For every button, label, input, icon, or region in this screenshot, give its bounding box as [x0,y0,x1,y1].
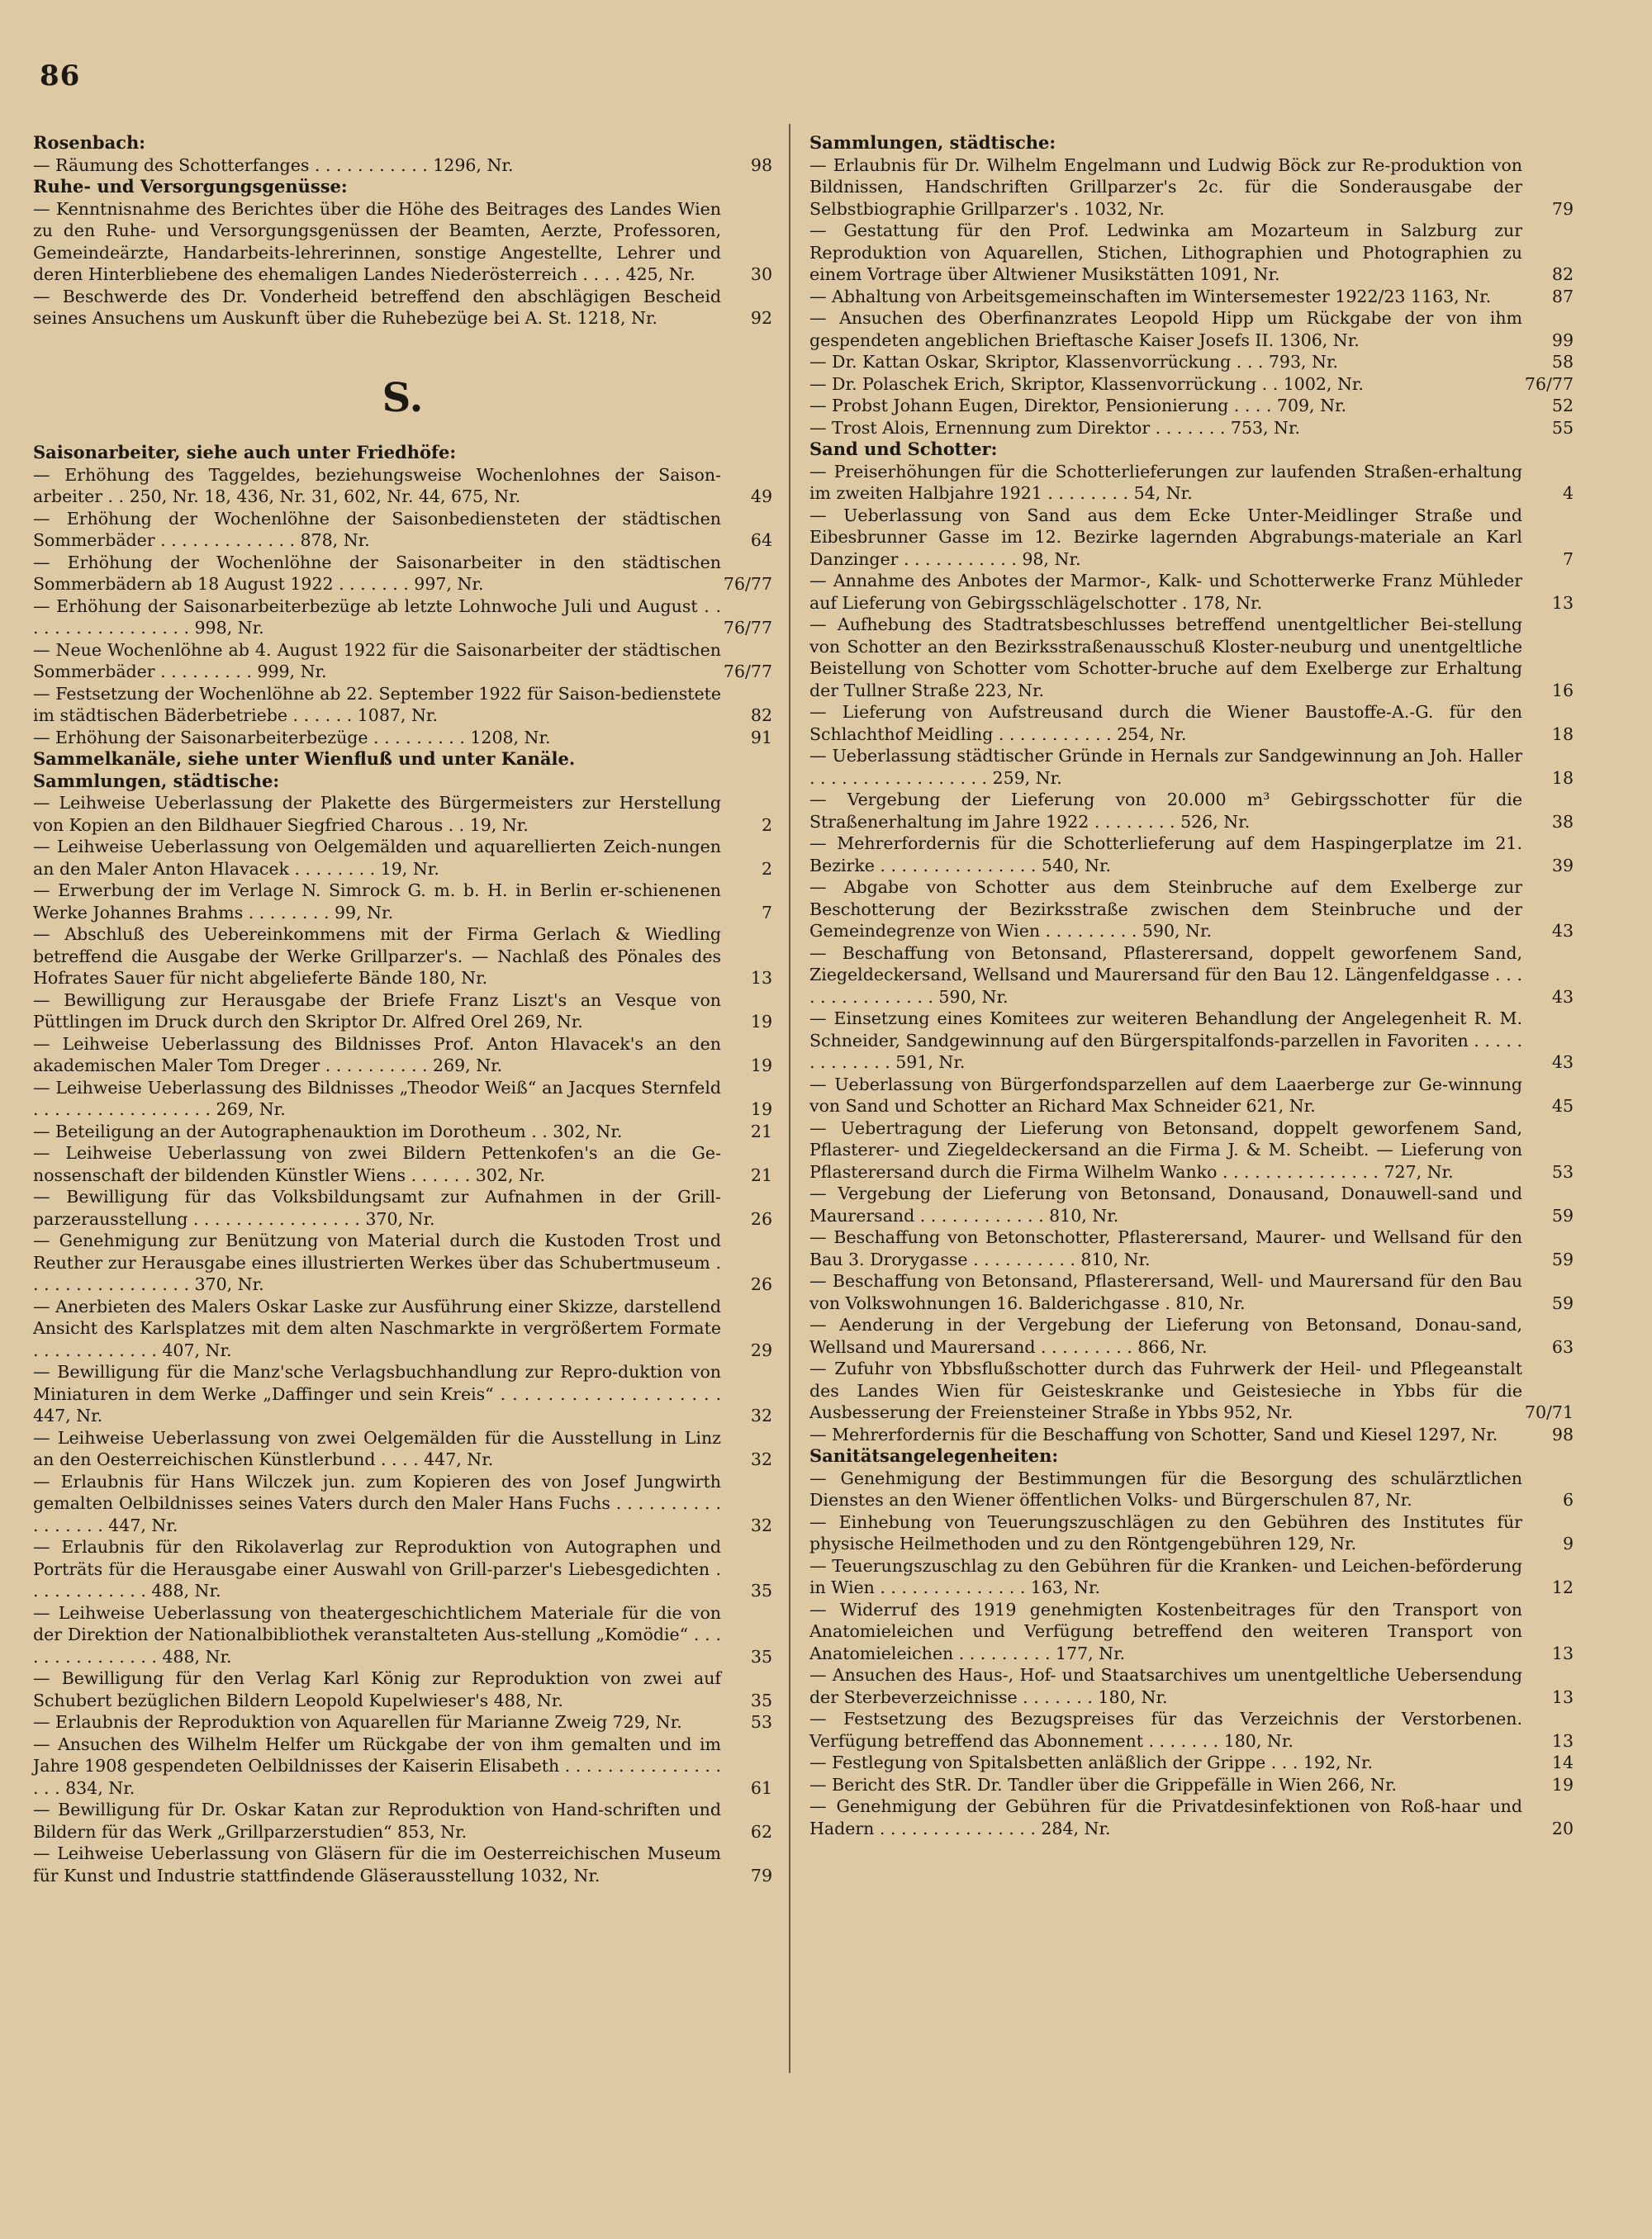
index-entry [809,1226,1574,1270]
index-entry [809,1074,1574,1117]
entry-text: — Trost Alois, Ernennung zum Direktor . . . . . . . 753, Nr. [809,417,1301,438]
entry-issue-number: 9 [1562,1534,1574,1554]
index-entry [33,1361,772,1427]
index-entry [33,464,772,508]
entry-text: — Ansuchen des Wilhelm Helfer um Rückgabe der von ihm gemalten und im Jahre 1908 gespendeten Oelbildnisses der Kaiserin Elisabeth . . . . . . . . . . . . . . . . . . 834, Nr. [33,1734,721,1798]
index-entry [809,1468,1574,1511]
entry-issue-number: 29 [750,1340,772,1360]
entry-text: — Aenderung in der Vergebung der Lieferung von Betonsand, Donau-sand, Wellsand und Maurersand . . . . . . . . . 866, Nr. [809,1315,1522,1357]
index-entry [809,1774,1574,1796]
entry-text: — Festsetzung des Bezugspreises für das Verzeichnis der Verstorbenen. Verfügung betreffend das Abonnement . . . . . . . 180, Nr. [809,1709,1522,1751]
index-entry [809,1424,1574,1446]
section-letter: S. [382,374,424,421]
entry-text: — Einsetzung eines Komitees zur weiteren Behandlung der Angelegenheit R. M. Schneider, Sandgewinnung auf den Bürgerspitalfonds-parzellen in Favoriten . . . . . . . . . . . . . 591, Nr. [809,1008,1522,1072]
index-entry [809,461,1574,505]
index-entry [809,1314,1574,1358]
entry-text: — Teuerungszuschlag zu den Gebühren für die Kranken- und Leichen-beförderung in Wien . . . . . . . . . . . . . . 163, Nr. [809,1555,1522,1597]
entry-text: — Erlaubnis für Hans Wilczek jun. zum Kopieren des von Josef Jungwirth gemalten Oelbildnisses seines Vaters durch den Maler Hans Fuchs . . . . . . . . . . . . . . . . . 447, Nr. [33,1471,721,1535]
index-entry [809,351,1574,373]
index-entry [809,1511,1574,1555]
entry-issue-number: 13 [750,968,772,988]
index-entry [33,1230,772,1296]
entry-issue-number: 39 [1551,855,1574,875]
entry-text: — Genehmigung der Bestimmungen für die Besorgung des schulärztlichen Dienstes an den Wiener öffentlichen Volks- und Bürgerschulen 87, Nr. [809,1468,1522,1510]
entry-text: — Erhöhung des Taggeldes, beziehungsweise Wochenlohnes der Saison-arbeiter . . 250, Nr. 18, 436, Nr. 31, 602, Nr. 44, 675, Nr. [33,464,721,506]
entry-issue-number: 76/77 [1524,373,1574,394]
index-entry [809,833,1574,876]
index-entry [809,570,1574,614]
entry-issue-number: 79 [1551,198,1574,219]
index-entry [33,198,772,286]
index-entry [33,1536,772,1602]
index-entry [33,1602,772,1668]
entry-issue-number: 13 [1551,1730,1574,1751]
entry-issue-number: 76/77 [723,618,772,638]
entry-text: — Dr. Polaschek Erich, Skriptor, Klassenvorrückung . . 1002, Nr. [809,373,1364,394]
entry-issue-number: 98 [1551,1424,1574,1444]
entry-text: — Bewilligung zur Herausgabe der Briefe Franz Liszt's an Vesque von Püttlingen im Druck durch den Skriptor Dr. Alfred Orel 269, Nr. [33,989,721,1032]
index-entry [809,286,1574,308]
section-header: Sammelkanäle, siehe unter Wienfluß und unter Kanäle. [33,748,576,769]
entry-issue-number: 79 [750,1865,772,1886]
index-entry [33,1843,772,1886]
entry-issue-number: 45 [1551,1096,1574,1116]
entry-issue-number: 26 [750,1208,772,1229]
entry-issue-number: 30 [750,264,772,284]
index-entry [33,508,772,552]
index-entry [33,836,772,880]
entry-issue-number: 6 [1562,1490,1574,1510]
entry-text: — Erlaubnis für Dr. Wilhelm Engelmann und Ludwig Böck zur Re-produktion von Bildnissen, Handschriften Grillparzer's 2c. für die Sonderausgabe der Selbstbiographie Grillparzer's . 1032, Nr. [809,154,1522,219]
entry-issue-number: 14 [1551,1753,1574,1772]
entry-issue-number: 35 [750,1646,772,1667]
entry-issue-number: 91 [750,727,772,747]
entry-text: — Erlaubnis der Reproduktion von Aquarellen für Marianne Zweig 729, Nr. [33,1712,682,1732]
index-entry [33,1121,772,1143]
entry-issue-number: 92 [750,308,772,328]
section-header: Saisonarbeiter, siehe auch unter Friedhöfe: [33,442,457,463]
left-column [33,132,772,1886]
index-entry [809,614,1574,701]
index-entry [809,1183,1574,1226]
index-entry [809,745,1574,789]
index-entry [809,876,1574,942]
entry-text: — Leihweise Ueberlassung von Gläsern für die im Oesterreichischen Museum für Kunst und Industrie stattfindende Gläserausstellung 1032, Nr. [33,1843,721,1886]
entry-text: — Beschwerde des Dr. Vonderheid betreffend den abschlägigen Bescheid seines Ansuchens um Auskunft über die Ruhebezüge bei A. St. 1218, Nr. [33,286,721,328]
entry-issue-number: 59 [1551,1249,1574,1269]
entry-text: — Uebertragung der Lieferung von Betonsand, doppelt geworfenem Sand, Pflasterer- und Ziegeldeckersand an die Firma J. & M. Scheibt. — Lieferung von Pflasterersand durch die Firma Wilhelm Wanko . . . . . . . . . . . . . . . 727, Nr. [809,1117,1522,1182]
entry-text: — Ansuchen des Haus-, Hof- und Staatsarchives um unentgeltliche Uebersendung der Sterbeverzeichnisse . . . . . . . 180, Nr. [809,1665,1522,1707]
entry-text: — Neue Wochenlöhne ab 4. August 1922 für die Saisonarbeiter der städtischen Sommerbäder . . . . . . . . . 999, Nr. [33,639,721,681]
entry-text: — Lieferung von Aufstreusand durch die Wiener Baustoffe-A.-G. für den Schlachthof Meidling . . . . . . . . . . . 254, Nr. [809,702,1522,744]
index-entry [33,1427,772,1471]
index-entry [809,701,1574,745]
index-entry [809,1752,1574,1774]
entry-issue-number: 99 [1551,330,1574,350]
entry-issue-number: 19 [1551,1774,1574,1795]
entry-issue-number: 13 [1551,592,1574,613]
entry-text: — Preiserhöhungen für die Schotterlieferungen zur laufenden Straßen-erhaltung im zweiten Halbjahre 1921 . . . . . . . . 54, Nr. [809,461,1522,503]
entry-text: — Leihweise Ueberlassung von Oelgemälden und aquarellierten Zeich-nungen an den Maler Anton Hlavacek . . . . . . . . 19, Nr. [33,837,721,879]
index-entry [809,1708,1574,1752]
entry-issue-number: 43 [1551,921,1574,941]
entry-text: — Anerbieten des Malers Oskar Laske zur Ausführung einer Skizze, darstellend Ansicht des Karlsplatzes mit dem alten Naschmarkte in vergrößertem Formate . . . . . . . . . . . . 407, Nr. [33,1296,721,1360]
entry-issue-number: 19 [750,1099,772,1119]
entry-text: — Einhebung von Teuerungszuschlägen zu den Gebühren des Institutes für physische Heilmethoden und zu den Röntgengebühren 129, Nr. [809,1511,1522,1554]
right-column [809,132,1574,1839]
entry-issue-number: 82 [750,705,772,725]
entry-text: — Ueberlassung von Sand aus dem Ecke Unter-Meidlinger Straße und Eibesbrunner Gasse im 12. Bezirke lagernden Abgrabungs-materiale an Karl Danzinger . . . . . . . . . . . 98, Nr. [809,505,1522,569]
section-header: Sammlungen, städtische: [809,132,1056,153]
entry-issue-number: 63 [1551,1336,1574,1357]
index-entry [33,154,772,177]
index-entry [809,789,1574,833]
index-entry [33,792,772,836]
entry-issue-number: 59 [1551,1205,1574,1226]
entry-text: — Bewilligung für das Volksbildungsamt zur Aufnahmen in der Grill-parzerausstellung . . . . . . . . . . . . . . . . 370, Nr. [33,1187,721,1229]
index-entry [33,880,772,923]
entry-issue-number: 19 [750,1055,772,1075]
entry-text: — Widerruf des 1919 genehmigten Kostenbeitrages für den Transport von Anatomieleichen und Verfügung betreffend den weiteren Transport von Anatomieleichen . . . . . . . . . 177, Nr. [809,1599,1522,1663]
entry-issue-number: 35 [750,1581,772,1601]
entry-issue-number: 58 [1551,352,1574,372]
entry-issue-number: 7 [1562,548,1574,569]
entry-issue-number: 59 [1551,1293,1574,1313]
entry-text: — Beschaffung von Betonsand, Pflasterersand, Well- und Maurersand für den Bau von Volkswohnungen 16. Balderichgasse . 810, Nr. [809,1271,1522,1313]
entry-issue-number: 52 [1551,396,1574,415]
index-entry [809,417,1574,439]
entry-issue-number: 7 [761,902,772,923]
entry-issue-number: 13 [1551,1643,1574,1663]
index-entry [33,1077,772,1121]
entry-text: — Festsetzung der Wochenlöhne ab 22. September 1922 für Saison-bedienstete im städtischen Bäderbetriebe . . . . . . 1087, Nr. [33,683,721,725]
index-entry [33,1033,772,1077]
entry-text: — Mehrerfordernis für die Schotterlieferung auf dem Haspingerplatze im 21. Bezirke . . . . . . . . . . . . . . . 540, Nr. [809,833,1522,875]
entry-text: — Dr. Kattan Oskar, Skriptor, Klassenvorrückung . . . 793, Nr. [809,352,1339,372]
entry-issue-number: 87 [1551,286,1574,306]
index-entry [809,395,1574,417]
entry-text: — Abschluß des Uebereinkommens mit der Firma Gerlach & Wiedling betreffend die Ausgabe der Werke Grillparzer's. — Nachlaß des Pönales des Hofrates Sauer für nicht abgelieferte Bände 180, Nr. [33,924,721,988]
index-entry [33,552,772,595]
entry-text: — Ueberlassung städtischer Gründe in Hernals zur Sandgewinnung an Joh. Haller . . . . . . . . . . . . . . . . . 259, Nr. [809,746,1522,788]
entry-issue-number: 26 [750,1274,772,1294]
entry-issue-number: 20 [1551,1818,1574,1838]
index-entry [809,1358,1574,1424]
entry-text: — Beschaffung von Betonschotter, Pflasterersand, Maurer- und Wellsand für den Bau 3. Drorygasse . . . . . . . . . . 810, Nr. [809,1227,1522,1269]
index-entry [809,220,1574,286]
entry-issue-number: 18 [1551,767,1574,788]
index-entry [33,1186,772,1230]
entry-issue-number: 43 [1551,986,1574,1007]
entry-issue-number: 16 [1551,680,1574,700]
entry-issue-number: 32 [750,1515,772,1535]
entry-text: — Erhöhung der Wochenlöhne der Saisonbediensteten der städtischen Sommerbäder . . . . . . . . . . . . . 878, Nr. [33,508,721,550]
entry-text: — Mehrerfordernis für die Beschaffung von Schotter, Sand und Kiesel 1297, Nr. [809,1424,1498,1444]
entry-text: — Bewilligung für die Manz'sche Verlagsbuchhandlung zur Repro-duktion von Miniaturen in dem Werke „Daffinger und sein Kreis“ . . . . . . . . . . . . . . . . . . . 447, Nr. [33,1362,721,1425]
entry-text: — Leihweise Ueberlassung des Bildnisses „Theodor Weiß“ an Jacques Sternfeld . . . . . . . . . . . . . . . . . 269, Nr. [33,1077,721,1119]
entry-text: — Ueberlassung von Bürgerfondsparzellen auf dem Laaerberge zur Ge-winnung von Sand und Schotter an Richard Max Schneider 621, Nr. [809,1074,1522,1116]
index-entry [33,1667,772,1711]
entry-text: — Beteiligung an der Autographenauktion im Dorotheum . . 302, Nr. [33,1121,623,1141]
entry-issue-number: 32 [750,1449,772,1469]
entry-text: — Ansuchen des Oberfinanzrates Leopold Hipp um Rückgabe der von ihm gespendeten angeblichen Brieftasche Kaiser Josefs II. 1306, Nr. [809,308,1522,350]
index-entry [809,1117,1574,1184]
entry-text: — Erhöhung der Saisonarbeiterbezüge . . . . . . . . . 1208, Nr. [33,727,551,747]
entry-text: — Genehmigung zur Benützung von Material durch die Kustoden Trost und Reuther zur Herausgabe eines illustrierten Werkes über das Schubertmuseum . . . . . . . . . . . . . . . . 370, Nr. [33,1231,721,1294]
index-entry [33,683,772,727]
entry-text: — Leihweise Ueberlassung der Plakette des Bürgermeisters zur Herstellung von Kopien an den Bildhauer Siegfried Charous . . 19, Nr. [33,793,721,835]
index-entry [809,1270,1574,1314]
entry-text: — Erlaubnis für den Rikolaverlag zur Reproduktion von Autographen und Porträts für die Herausgabe einer Auswahl von Grill-parzer's Liebesgedichten . . . . . . . . . . . . 488, Nr. [33,1537,721,1601]
index-entry [809,373,1574,396]
entry-issue-number: 32 [750,1406,772,1425]
section-header: Ruhe- und Versorgungsgenüsse: [33,176,348,197]
entry-issue-number: 76/77 [723,574,772,594]
entry-text: — Leihweise Ueberlassung von theatergeschichtlichem Materiale für die von der Direktion der Nationalbibliothek veranstalteten Aus-stellung „Komödie“ . . . . . . . . . . . . . . . 488, Nr. [33,1602,721,1667]
entry-text: — Erhöhung der Saisonarbeiterbezüge ab letzte Lohnwoche Juli und August . . . . . . . . . . . . . . . . . 998, Nr. [33,595,721,638]
entry-text: — Genehmigung der Gebühren für die Privatdesinfektionen von Roß-haar und Hadern . . . . . . . . . . . . . . . 284, Nr. [809,1796,1522,1838]
entry-text: — Gestattung für den Prof. Ledwinka am Mozarteum in Salzburg zur Reproduktion von Aquarellen, Stichen, Lithographien und Photographien zu einem Vortrage über Altwiener Musikstätten 1091, Nr. [809,221,1522,284]
entry-text: — Leihweise Ueberlassung des Bildnisses Prof. Anton Hlavacek's an den akademischen Maler Tom Dreger . . . . . . . . . . 269, Nr. [33,1033,721,1075]
entry-issue-number: 76/77 [723,662,772,681]
entry-text: — Leihweise Ueberlassung von zwei Bildern Pettenkofen's an die Ge-nossenschaft der bildenden Künstler Wiens . . . . . . 302, Nr. [33,1143,721,1185]
entry-issue-number: 38 [1551,811,1574,832]
entry-text: — Abhaltung von Arbeitsgemeinschaften im Wintersemester 1922/23 1163, Nr. [809,286,1492,306]
section-header: Sand und Schotter: [809,439,998,459]
entry-text: — Abgabe von Schotter aus dem Steinbruche auf dem Exelberge zur Beschotterung der Bezirksstraße zwischen dem Steinbruche und der Gemeindegrenze von Wien . . . . . . . . . 590, Nr. [809,877,1522,941]
entry-text: — Probst Johann Eugen, Direktor, Pensionierung . . . . 709, Nr. [809,396,1347,415]
index-entry [809,154,1574,221]
entry-issue-number: 53 [750,1712,772,1732]
entry-text: — Vergebung der Lieferung von Betonsand, Donausand, Donauwell-sand und Maurersand . . . . . . . . . . . . 810, Nr. [809,1184,1522,1226]
entry-issue-number: 21 [750,1165,772,1185]
entry-text: — Kenntnisnahme des Berichtes über die Höhe des Beitrages des Landes Wien zu den Ruhe- und Versorgungsgenüssen der Beamten, Aerzte, Professoren, Gemeindeärzte, Handarbeits-lehrerinnen, sonstige Angestellte, Lehrer und deren Hinterbliebene des ehemaligen Landes Niederösterreich . . . . 425, Nr. [33,198,721,284]
index-entry [33,727,772,749]
entry-text: — Zufuhr von Ybbsflußschotter durch das Fuhrwerk der Heil- und Pflegeanstalt des Landes Wien für Geisteskranke und Geistesieche in Ybbs für die Ausbesserung der Freiensteiner Straße in Ybbs 952, Nr. [809,1359,1522,1422]
entry-issue-number: 12 [1551,1577,1574,1597]
entry-issue-number: 2 [761,858,772,879]
entry-text: — Erhöhung der Wochenlöhne der Saisonarbeiter in den städtischen Sommerbädern ab 18 August 1922 . . . . . . . 997, Nr. [33,552,721,594]
entry-issue-number: 21 [750,1121,772,1141]
index-entry [33,595,772,639]
entry-text: — Leihweise Ueberlassung von zwei Oelgemälden für die Ausstellung in Linz an den Oesterreichischen Künstlerbund . . . . 447, Nr. [33,1427,721,1469]
entry-issue-number: 61 [750,1777,772,1798]
entry-text: — Erwerbung der im Verlage N. Simrock G. m. b. H. in Berlin er-schienenen Werke Johannes Brahms . . . . . . . . 99, Nr. [33,880,721,923]
entry-text: — Bewilligung für Dr. Oskar Katan zur Reproduktion von Hand-schriften und Bildern für das Werk „Grillparzerstudien“ 853, Nr. [33,1800,721,1842]
index-entry [809,505,1574,571]
entry-text: — Bericht des StR. Dr. Tandler über die Grippefälle in Wien 266, Nr. [809,1774,1398,1795]
entry-issue-number: 35 [750,1690,772,1710]
entry-issue-number: 19 [750,1012,772,1032]
entry-text: — Beschaffung von Betonsand, Pflasterersand, doppelt geworfenem Sand, Ziegeldeckersand, Wellsand und Maurersand für den Bau 12. Längenfeldgasse . . . . . . . . . . . . . . . 590, Nr. [809,942,1522,1007]
section-header: Sammlungen, städtische: [33,770,280,791]
entry-text: — Festlegung von Spitalsbetten anläßlich der Grippe . . . 192, Nr. [809,1753,1374,1772]
entry-issue-number: 55 [1551,417,1574,438]
column-divider [789,124,790,2073]
index-entry [33,1799,772,1843]
index-entry [33,639,772,683]
index-entry [33,286,772,330]
entry-issue-number: 82 [1551,264,1574,284]
entry-text: — Annahme des Anbotes der Marmor-, Kalk- und Schotterwerke Franz Mühleder auf Lieferung von Gebirgsschlägelschotter . 178, Nr. [809,571,1522,613]
entry-issue-number: 70/71 [1524,1402,1574,1422]
index-entry [33,1711,772,1734]
index-entry [809,1555,1574,1599]
index-entry [809,1599,1574,1665]
index-entry [33,1734,772,1800]
index-entry [809,1008,1574,1074]
index-entry [809,942,1574,1008]
entry-issue-number: 64 [750,530,772,550]
index-entry [33,989,772,1033]
index-entry [33,1142,772,1186]
entry-issue-number: 98 [750,154,772,175]
page-number: 86 [40,59,81,93]
index-entry [809,307,1574,351]
section-header: Sanitätsangelegenheiten: [809,1445,1059,1466]
entry-issue-number: 53 [1551,1161,1574,1182]
index-entry [33,1471,772,1537]
entry-issue-number: 13 [1551,1686,1574,1707]
entry-issue-number: 62 [750,1821,772,1842]
entry-issue-number: 18 [1551,723,1574,744]
index-entry [809,1795,1574,1839]
entry-text: — Bewilligung für den Verlag Karl König zur Reproduktion von zwei auf Schubert bezüglichen Bildern Leopold Kupelwieser's 488, Nr. [33,1668,721,1710]
entry-issue-number: 4 [1562,483,1574,503]
index-entry [809,1664,1574,1708]
entry-issue-number: 43 [1551,1052,1574,1072]
entry-issue-number: 2 [761,814,772,835]
index-entry [33,923,772,989]
entry-text: — Vergebung der Lieferung von 20.000 m³ Gebirgsschotter für die Straßenerhaltung im Jahre 1922 . . . . . . . . 526, Nr. [809,790,1522,832]
entry-issue-number: 49 [750,486,772,506]
entry-text: — Aufhebung des Stadtratsbeschlusses betreffend unentgeltlicher Bei-stellung von Schotter an den Bezirksstraßenausschuß Kloster-neuburg und unentgeltliche Beistellung von Schotter vom Schotter-bruche auf dem Exelberge zur Erhaltung der Tullner Straße 223, Nr. [809,614,1522,700]
index-entry [33,1296,772,1362]
entry-text: — Räumung des Schotterfanges . . . . . . . . . . . 1296, Nr. [33,154,514,175]
section-header: Rosenbach: [33,132,146,153]
